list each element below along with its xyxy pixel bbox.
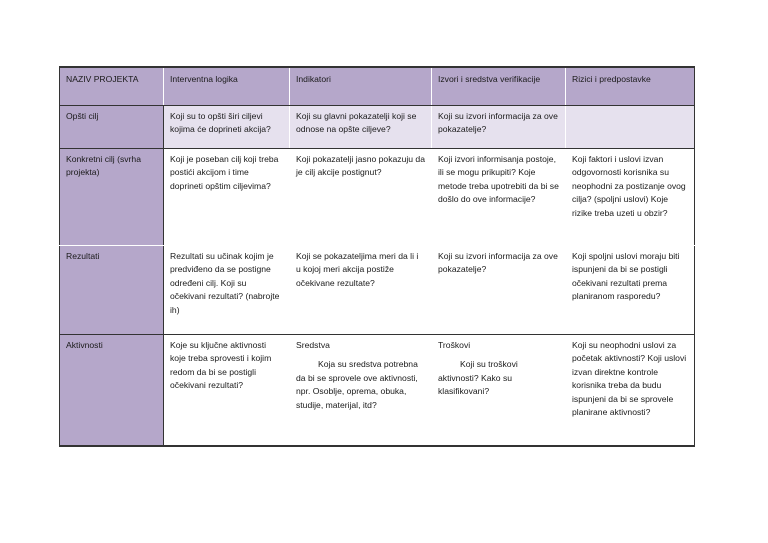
row-label: Rezultati bbox=[60, 246, 164, 335]
table-cell: Koji su to opšti širi ciljevi kojima će doprineti akcija? bbox=[164, 106, 290, 149]
table-cell: Koje su ključne aktivnosti koje treba sprovesti i kojim redom da bi se postigli očekivani rezultati? bbox=[164, 335, 290, 447]
table-cell-costs bbox=[432, 335, 566, 447]
costs-title: Troškovi bbox=[438, 340, 471, 350]
table-cell: Koji je poseban cilj koji treba postići akcijom i time doprineti opštim ciljevima? bbox=[164, 149, 290, 246]
table-cell-empty bbox=[566, 106, 695, 149]
table-cell: Koji izvori informisanja postoje, ili se mogu prikupiti? Koje metode treba upotrebiti da bi se došlo do ove informacije? bbox=[432, 149, 566, 246]
header-verification-sources: Izvori i sredstva verifikacije bbox=[432, 67, 566, 106]
row-label: Konkretni cilj (svrha projekta) bbox=[60, 149, 164, 246]
table-cell: Koji faktori i uslovi izvan odgovornosti korisnika su neophodni za postizanje ovog cilja? (spoljni uslovi) Koje rizike treba uzeti u obzir? bbox=[566, 149, 695, 246]
costs-text: Koji su troškovi aktivnosti? Kako su klasifikovani? bbox=[438, 359, 518, 397]
means-title: Sredstva bbox=[296, 340, 330, 350]
table-row-specific-goal bbox=[60, 149, 695, 246]
table-cell: Koji se pokazateljima meri da li i u kojoj meri akcija postiže očekivane rezultate? bbox=[290, 246, 432, 335]
table-cell: Koji su neophodni uslovi za početak aktivnosti? Koji uslovi izvan direktne kontrole korisnika treba da budu ispunjeni da bi se sprovele planirane aktivnosti? bbox=[566, 335, 695, 447]
table-cell-means bbox=[290, 335, 432, 447]
table-cell: Koji spoljni uslovi moraju biti ispunjeni da bi se postigli očekivani rezultati prema planiranom rasporedu? bbox=[566, 246, 695, 335]
header-project-name: NAZIV PROJEKTA bbox=[60, 67, 164, 106]
row-label: Aktivnosti bbox=[60, 335, 164, 447]
header-intervention-logic: Interventna logika bbox=[164, 67, 290, 106]
table-cell: Koji pokazatelji jasno pokazuju da je cilj akcije postignut? bbox=[290, 149, 432, 246]
table-row-activities bbox=[60, 335, 695, 447]
logframe-matrix bbox=[59, 66, 695, 447]
header-row bbox=[60, 67, 695, 106]
header-indicators: Indikatori bbox=[290, 67, 432, 106]
table-row-results bbox=[60, 246, 695, 335]
header-risks-assumptions: Rizici i predpostavke bbox=[566, 67, 695, 106]
means-text: Koja su sredstva potrebna da bi se sprovele ove aktivnosti, npr. Osoblje, oprema, obuka, studije, materijal, itd? bbox=[296, 359, 418, 410]
row-label: Opšti cilj bbox=[60, 106, 164, 149]
table-cell: Rezultati su učinak kojim je predviđeno da se postigne određeni cilj. Koji su očekivani rezultati? (nabrojte ih) bbox=[164, 246, 290, 335]
table-cell: Koji su izvori informacija za ove pokazatelje? bbox=[432, 106, 566, 149]
table-row-general-goal bbox=[60, 106, 695, 149]
table-cell: Koji su glavni pokazatelji koji se odnose na opšte ciljeve? bbox=[290, 106, 432, 149]
table-cell: Koji su izvori informacija za ove pokazatelje? bbox=[432, 246, 566, 335]
